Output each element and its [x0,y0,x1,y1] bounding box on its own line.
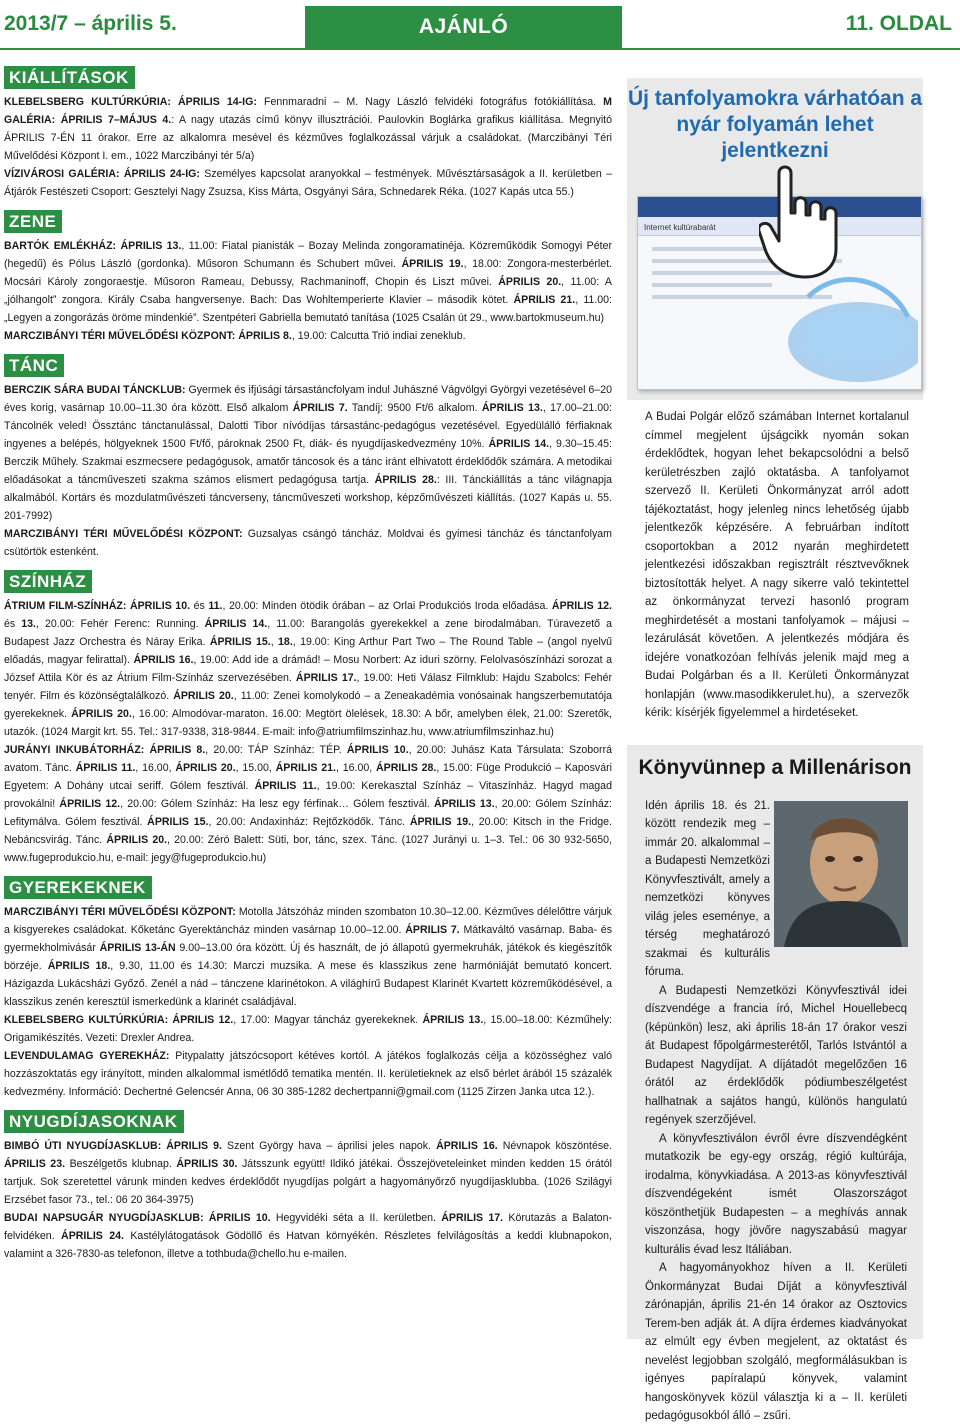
section-theatre [4,570,612,867]
promo-article [645,408,909,723]
course-promo [627,78,923,400]
section-title: NYUGDÍJASOKNAK [4,1110,184,1133]
section-music [4,210,612,345]
issue-date: 2013/7 – április 5. [4,12,177,35]
book-title: Könyvünnep a Millenárison [638,755,912,779]
book-article [645,797,907,1426]
section-body: BARTÓK EMLÉKHÁZ: ÁPRILIS 13., 11.00: Fiatal pianisták – Bozay Melinda zongoramatinéja. Közreműködik Somogyi Péter (hegedű) és Pólus László (gordonka). Műsoron Schumann és Schubert művei. ÁPRILIS 19., 18.00: Zongora-mesterbérlet. Mocsári Károly zongoraestje. Műsoron Rameau, Debussy, Rachmaninoff, Chopin és Liszt művei. ÁPRILIS 20., 11.00: A „jólhangolt” zongora. Király Csaba hangversenye. Bach: Das Wohltemperierte Klavier – második kötet. ÁPRILIS 21., 11.00: „Legyen a zongorázás öröme mindenkié”. Szentpéteri Gabriella bemutató tanítása (1025 Csalán út 29., www.bartokmuseum.hu) MARCZIBÁNYI TÉRI MŰVELŐDÉSI KÖZPONT: ÁPRILIS 8., 19.00: Calcutta Trió indiai zeneklub. [4,240,612,342]
section-title: SZÍNHÁZ [4,570,92,593]
hand-cursor-icon [759,163,869,283]
promo-title: Új tanfolyamokra várhatóan a nyár folyamán lehet jelentkezni [627,87,923,162]
section-title: TÁNC [4,354,64,377]
section-body: MARCZIBÁNYI TÉRI MŰVELŐDÉSI KÖZPONT: Motolla Játszóház minden szombaton 10.30–12.00. Kézműves délelőttre várjuk a kisgyerekes családokat. Kőketánc Gyerektáncház minden vasárnap 10.00–12.00. ÁPRILIS 7. Mátkaváltó vasárnap. Baba- és gyermekholmivásár ÁPRILIS 13-ÁN 9.00–13.00 óra között. Új és használt, de jó állapotú gyermekruhák, játékok és kiegészítők börzéje. ÁPRILIS 18., 9.30, 11.00 és 14.30: Marczi muzsika. A mese és klasszikus zene harmóniáját bemutató koncert. Házigazda Lukácsházi Győző. Zenél a nád – tánczene klarinétokon. A világhírű Budapest Klarinét Kvartett közreműködésével, a klasszikus zenén keresztül ismerkedünk a klarinét családjával. KLEBELSBERG KULTÚRKÚRIA: ÁPRILIS 12., 17.00: Magyar táncház gyerekeknek. ÁPRILIS 13., 15.00–18.00: Kézműhely: Origamikészítés. Vezeti: Drexler Andrea. LEVENDULAMAG GYEREKHÁZ: Pitypalatty játszócsoport kétéves kortól. A játékos foglalkozás célja a közösséghez való hozzászoktatás egy irányított, minden alkalommal ismétlődő tematika mentén. II. kerületieknek az első bérlet árából 15 százalék kedvezmény. Információ: Dechertné Gelencsér Anna, 06 30 385-1282 dechertpanni@gmail.com (1125 Zirzen Janka utca 12.). [4,906,612,1098]
book-paragraph: A hagyományokhoz híven a II. Kerületi Önkormányzat Budai Díját a könyvfesztivál zárónapján, április 21-én 14 órakor az Osztovics Terem-ben adják át. A díjra érdemes kiadványokat az elmúlt egy évben megjelent, az oktatást és nevelést legjobban szolgáló, megformálásukban is igényes papíralapú könyvek, valamint hangoskönyvek közül választja ki a – II. kerületi pedagógusokból álló – zsűri. [645,1262,907,1422]
section-children [4,876,612,1101]
page-header [0,0,960,50]
section-title: GYEREKEKNEK [4,876,152,899]
section-exhibitions [4,66,612,201]
events-column [4,66,612,1272]
section-body: BERCZIK SÁRA BUDAI TÁNCKLUB: Gyermek és ifjúsági társastáncfolyam indul Juhászné Vágvölgyi Györgyi vezetésével 6–20 éves korig, vasárnap 10.00–11.30 óra között. Első alkalom ÁPRILIS 7. Tandíj: 9500 Ft/6 alkalom. ÁPRILIS 13., 17.00–21.00: Táncolnék veled! Össztánc tánctanulással, Dalotti Tibor nívódíjas társastánc-pedagógus vezetésével. Egyedülálló férfiaknak ingyenes a belépés, hölgyeknek 1500 Ft/fő, pároknak 2500 Ft, diák- és nyugdíjaskedvezmény 10%. ÁPRILIS 14., 9.30–15.45: Berczik Műhely. Szakmai eszmecsere pedagógusok, amatőr táncosok és a tánc iránt elhivatott érdeklődők számára. A metodikai előadásokat a táncműveszeti szakma számos elismert pedagógusa tartja. ÁPRILIS 28.: III. Tánckiállítás a tánc világnapja alkalmából. Kortárs és mozdulatművészeti táncverseny, táncműveszeti workshop, képzőművészeti kiállítás. (1027 Kapás u. 55. 201-7992) MARCZIBÁNYI TÉRI MŰVELŐDÉSI KÖZPONT: Guzsalyas csángó táncház. Moldvai és gyimesi táncház és tánctanfolyam csütörtök estenként. [4,384,612,558]
promo-text: A Budai Polgár előző számában Internet kortalanul címmel megjelent újságcikk nyomán sokan érdeklődtek, hogyan lehet bekapcsolódni a belső kerületrészben zajló oktatásba. A tanfolyamot szervező II. Kerületi Önkormányzat arról adott tájékoztatást, hogy jelenleg nincs lehetőség újabb jelentkezők képzésére. A februárban indított csoportokban a 2012 nyarán meghirdetett jelentkezési időszakban regisztrált résztvevőknek biztosították helyet. A nagy sikerre való tekintettel az önkormányzat tervezi hasonló program meghirdetését a mostani tanfolyamok – májusi – lezárulását követően. A jelentkezés módjára és idejére vonatkozóan felhívás jelenik majd meg a Budai Polgárban és a II. Kerületi Önkormányzat honlapján (www.masodikkerulet.hu), a szervezők kérik: kísérjék figyelemmel a hirdetéseket. [645,411,909,719]
section-title: ZENE [4,210,62,233]
section-body: BIMBÓ ÚTI NYUGDÍJASKLUB: ÁPRILIS 9. Szent György hava – áprilisi jeles napok. ÁPRILIS 16. Névnapok köszöntése. ÁPRILIS 23. Beszélgetős klubnap. ÁPRILIS 30. Játsszunk együtt! Ildikó játékai. Összejöveteleinket minden kedden 15 órától tartjuk. Sok szeretettel várunk minden kedves érdeklődőt nyugdíjas polgárt a hagyományőrző nyugdíjasklubba. (1026 Szilágyi Erzsébet fasor 73., tel.: 06 20 364-3975) BUDAI NAPSUGÁR NYUGDÍJASKLUB: ÁPRILIS 10. Hegyvidéki séta a II. kerületben. ÁPRILIS 17. Körutazás a Balaton-felvidéken. ÁPRILIS 24. Kastélylátogatások Gödöllő és Hatvan környékén. Részletes felvilágosítás a keddi klubnapokon, valamint a 326-7830-as telefonon, illetve a tothbuda@chello.hu e-mailen. [4,1140,613,1260]
section-title: KIÁLLÍTÁSOK [4,66,135,89]
section-banner: AJÁNLÓ [305,6,622,48]
book-paragraph: A Budapesti Nemzetközi Könyvfesztivál idei díszvendége a francia író, Michel Houellebecq (képünkön) lesz, aki április 18-án 17 órakor veszi át Budapest főpolgármesterétől, Tarlós Istvántól a Budapest Nagydíjat. A díjátadót megelőzően 16 órától az érdeklődők pódiumbeszélgetést hallhatnak a sajátos hangú, különös hangulatú regények szerzőjével. [645,984,907,1126]
section-dance [4,354,612,561]
section-body: ÁTRIUM FILM-SZÍNHÁZ: ÁPRILIS 10. és 11., 20.00: Minden ötödik órában – az Orlai Produkciós Iroda előadása. ÁPRILIS 12. és 13., 20.00: Fehér Ferenc: Running. ÁPRILIS 14., 11.00: Barangolás gyerekekkel a zene birodalmában. Túravezető a Budapest Jazz Orchestra és Náray Erika. ÁPRILIS 15., 18., 19.00: King Arthur Part Two – The Round Table – (angol nyelvű előadás, magyar felirattal). ÁPRILIS 16., 19.00: Add ide a drámád! – Mosu Norbert: Az iduri szörny. Felolvasószínházi sorozat a József Attila Kör és az Átrium Film-Színház szervezésében. ÁPRILIS 17., 19.00: Heti Válasz Filmklub: Hajdu Szabolcs: Fehér tenyér. Film és közönségtalálkozó. ÁPRILIS 20., 11.00: Zenei komolykodó – a Zeneakadémia vonósainak hangszerbemutatója gyerekeknek. ÁPRILIS 20., 16.00: Almodóvar-maraton. 16.00: Megtört ölelések, 18.30: A bőr, amelyben élek, 21.00: Szeretők, utazók. (1024 Margit krt. 55. Tel.: 317-9338, 318-9844. E-mail: info@atriumfilmszinhaz.hu, www.atriumfilmszinhaz.hu) JURÁNYI INKUBÁTORHÁZ: ÁPRILIS 8., 20.00: TÁP Színház: TÉP. ÁPRILIS 10., 20.00: Juhász Kata Társulata: Szoborrá avatom. Tánc. ÁPRILIS 11., 16.00, ÁPRILIS 20., 15.00, ÁPRILIS 21., 16.00, ÁPRILIS 28., 15.00: Füge Produkció – Kaposvári Egyetem: A Dohány utcai seriff. Gólem fesztivál. ÁPRILIS 11., 19.00: Kerekasztal Színház – Vitaszínház. Hagyd magad provokálni! ÁPRILIS 12., 20.00: Gólem Színház: Ha lesz egy férfinak… Gólem fesztivál. ÁPRILIS 13., 20.00: Gólem Színház: Lefitymálva. Gólem fesztivál. ÁPRILIS 15., 20.00: Andaxinház: Rejtőzködők. Tánc. ÁPRILIS 19., 20.00: Kitsch in the Fridge. Nebáncsvirág. Tánc. ÁPRILIS 20., 20.00: Zéró Balett: Süti, bor, tánc, szex. Tánc. (1027 Jurányi u. 1–3. Tel.: 06 30 932-5650, www.fugeprodukcio.hu, e-mail: jegy@fugeprodukcio.hu) [4,600,613,864]
page-number: 11. OLDAL [845,12,952,35]
sidebar-column [627,78,927,1422]
book-paragraph: A könyvfesztiválon évről évre díszvendégként mutatkozik be egy-egy ország, régió kultúrája, irodalma, könyvkiadása. A 2013-as könyvfesztivál díszvendégeként ismét Olaszországot köszönthetjük Budapesten – a meghívás annak viszonzása, hogy jövőre nagyszabású magyar kulturális évad lesz Itáliában. [645,1132,907,1256]
section-seniors [4,1110,612,1263]
screenshot-label: Internet kultúrabarát [644,223,716,232]
book-paragraph: Idén április 18. és 21. között rendezik meg – immár 20. alkalommal – a Budapesti Nemzetközi Könyvfesztivált, amely a nemzetközi könyves világ jeles eseménye, a térség meghatározó szakmai és kulturális fóruma. [645,799,770,978]
header-rule [0,48,960,50]
book-festival-box [627,745,923,1422]
section-body: KLEBELSBERG KULTÚRKÚRIA: ÁPRILIS 14-IG: Fennmaradni – M. Nagy László felvidéki fotográfus fotókiállítása. M GALÉRIA: ÁPRILIS 7–MÁJUS 4.: A nagy utazás című könyv illusztrációi. Paulovkin Boglárka grafikus kiállítása. Megnyitó ÁPRILIS 7-ÉN 11 órakor. Erre az alkalomra mesével és kézműves foglalkozással várjuk a családokat. (Marczibányi Téri Művelődési Központ I. em., 1022 Marczibányi tér 5/a) VÍZIVÁROSI GALÉRIA: ÁPRILIS 24-IG: Személyes kapcsolat aranyokkal – festmények. Művésztársaságok a II. kerületben – Átjárók Festészeti Csoport: Gesztelyi Nagy Zsuzsa, Kiss Márta, Osgyányi Sára, Schnedarek Réka. (1027 Kapás utca 55.) [4,96,613,198]
